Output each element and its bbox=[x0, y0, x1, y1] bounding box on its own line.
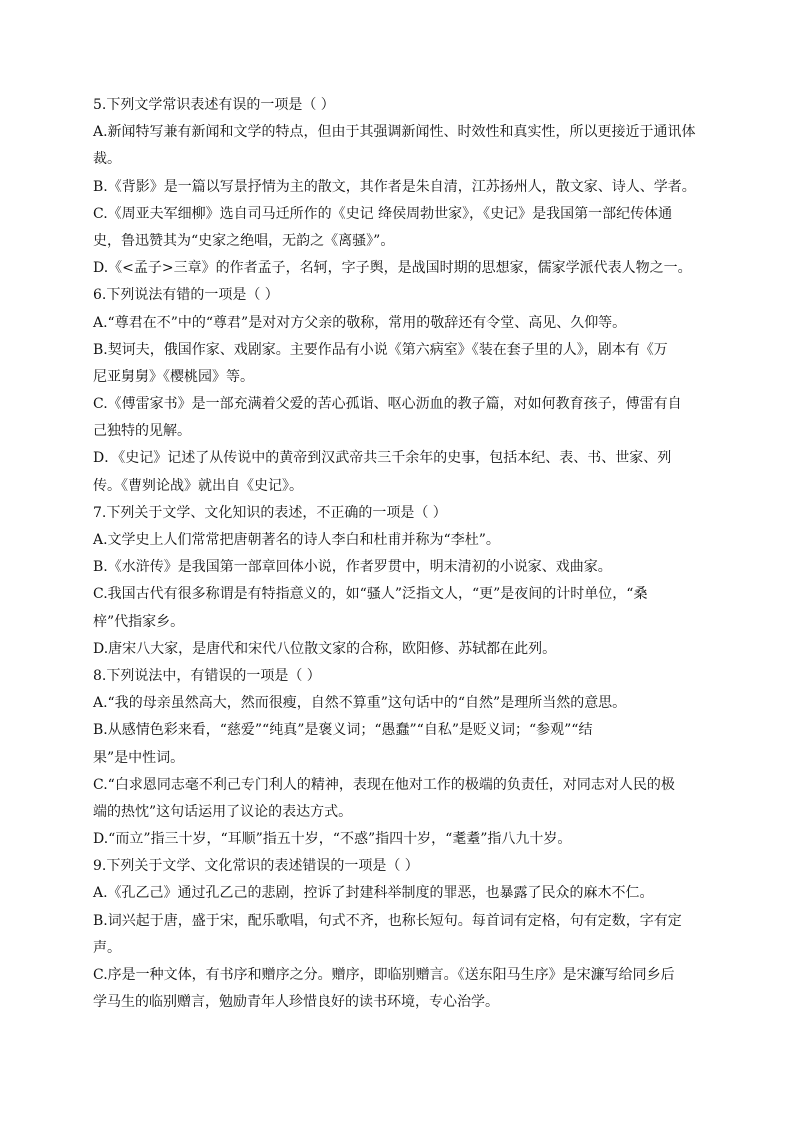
question-7-option-a: A.文学史上人们常常把唐朝著名的诗人李白和杜甫并称为“李杜”。 bbox=[93, 532, 500, 548]
question-6-stem: 6.下列说法有错的一项是（ ） bbox=[93, 287, 279, 304]
question-6-option-b-cont: 尼亚舅舅》《樱桃园》等。 bbox=[93, 368, 254, 385]
question-7-option-d: D.唐宋八大家，是唐代和宋代八位散文家的合称，欧阳修、苏轼都在此列。 bbox=[93, 640, 557, 657]
question-5-option-c: C.《周亚夫军细柳》选自司马迁所作的《史记 绛侯周勃世家》，《史记》是我国第一部纪传体通 bbox=[93, 205, 673, 222]
question-9-stem: 9.下列关于文学、文化常识的表述错误的一项是（ ） bbox=[93, 858, 419, 875]
question-7-option-b: B.《水浒传》是我国第一部章回体小说，作者罗贯中，明末清初的小说家、戏曲家。 bbox=[93, 559, 612, 576]
question-9-option-a: A.《孔乙己》通过孔乙己的悲剧，控诉了封建科举制度的罪恶，也暴露了民众的麻木不仁。 bbox=[93, 885, 654, 902]
question-5-option-d: D.《<孟子>三章》的作者孟子，名轲，字子舆，是战国时期的思想家，儒家学派代表人物之一。 bbox=[93, 260, 692, 277]
question-8-option-d: D.“而立”指三十岁，“耳顺”指五十岁，“不惑”指四十岁，“耄耋”指八九十岁。 bbox=[93, 831, 572, 848]
question-8-option-c-cont: 端的热忱”这句话运用了议论的表达方式。 bbox=[93, 803, 353, 820]
question-8-option-a: A.“我的母亲虽然高大，然而很瘦，自然不算重”这句话中的“自然”是理所当然的意思。 bbox=[93, 695, 627, 712]
question-6-option-c: C.《傅雷家书》是一部充满着父爱的苦心孤诣、呕心沥血的教子篇，对如何教育孩子，傅雷有自 bbox=[93, 396, 682, 413]
question-7-option-c-cont: 梓”代指家乡。 bbox=[93, 613, 185, 630]
question-6-option-d-cont: 传。《曹刿论战》就出自《史记》。 bbox=[93, 477, 303, 494]
question-5-option-b: B.《背影》是一篇以写景抒情为主的散文，其作者是朱自清，江苏扬州人，散文家、诗人、学者。 bbox=[93, 178, 696, 195]
question-9-option-c-cont: 学马生的临别赠言，勉励青年人珍惜良好的读书环境，专心治学。 bbox=[93, 994, 499, 1011]
question-8-stem: 8.下列说法中，有错误的一项是（ ） bbox=[93, 667, 321, 684]
question-5-option-a-cont: 裁。 bbox=[93, 151, 121, 168]
question-5-stem: 5.下列文学常识表述有误的一项是（ ） bbox=[93, 97, 335, 113]
question-5-option-a: A.新闻特写兼有新闻和文学的特点，但由于其强调新闻性、时效性和真实性，所以更接近于通讯体 bbox=[93, 124, 696, 141]
question-5-option-c-cont: 史，鲁迅赞其为“史家之绝唱，无韵之《离骚》”。 bbox=[93, 232, 395, 249]
question-6-option-d: D．《史记》记述了从传说中的黄帝到汉武帝共三千余年的史事，包括本纪、表、书、世家、列 bbox=[93, 450, 672, 467]
question-9-option-c: C.序是一种文体，有书序和赠序之分。赠序，即临别赠言。《送东阳马生序》是宋濂写给同乡后 bbox=[93, 967, 675, 983]
question-8-option-c: C.“白求恩同志毫不利己专门利人的精神，表现在他对工作的极端的负责任，对同志对人民的极 bbox=[93, 776, 675, 793]
question-8-option-b-cont: 果”是中性词。 bbox=[93, 749, 185, 766]
document-page bbox=[93, 92, 703, 1016]
question-7-stem: 7.下列关于文学、文化知识的表述，不正确的一项是（ ） bbox=[93, 504, 447, 521]
question-8-option-b: B.从感情色彩来看，“慈爱”“纯真”是褒义词；“愚蠢”“自私”是贬义词；“参观”“结 bbox=[93, 722, 593, 739]
question-9-option-b-cont: 声。 bbox=[93, 939, 121, 956]
question-6-option-b: B.契诃夫，俄国作家、戏剧家。主要作品有小说《第六病室》《装在套子里的人》，剧本有《万 bbox=[93, 341, 668, 358]
question-6-option-a: A.“尊君在不”中的“尊君”是对对方父亲的敬称，常用的敬辞还有令堂、高见、久仰等。 bbox=[93, 314, 627, 331]
question-9-option-b: B.词兴起于唐，盛于宋，配乐歌唱，句式不齐，也称长短句。每首词有定格，句有定数，字有定 bbox=[93, 912, 682, 929]
question-7-option-c: C.我国古代有很多称谓是有特指意义的，如“骚人”泛指文人，“更”是夜间的计时单位，“桑 bbox=[93, 586, 648, 603]
question-6-option-c-cont: 己独特的见解。 bbox=[93, 423, 191, 440]
